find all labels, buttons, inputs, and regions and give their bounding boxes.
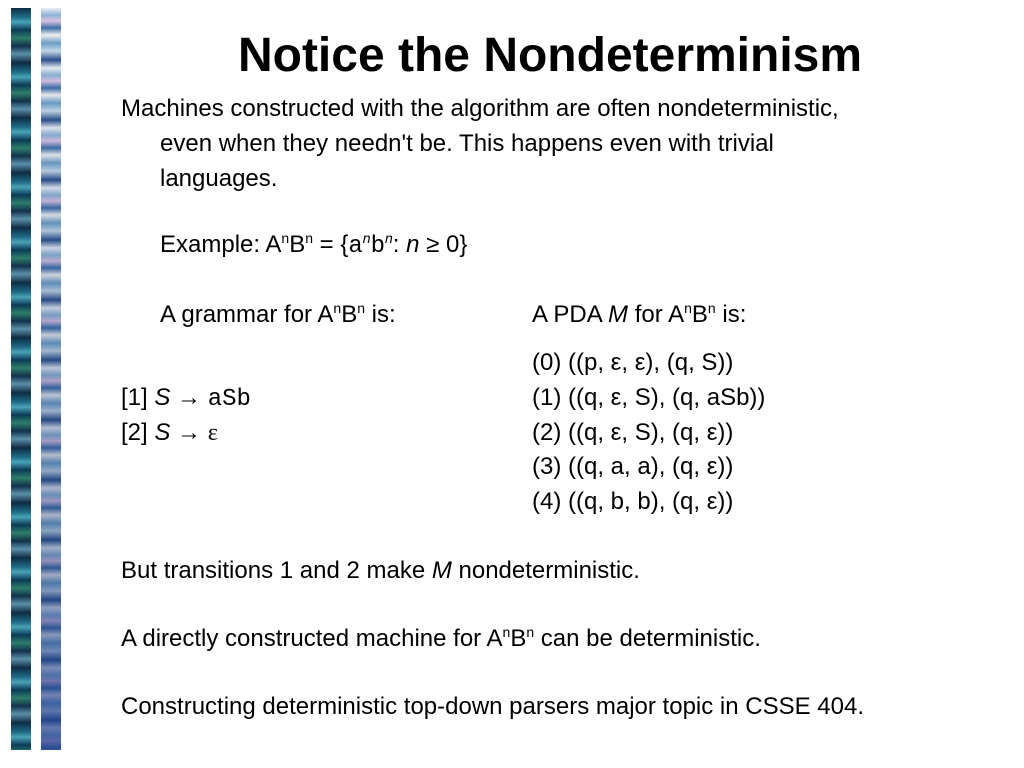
rule-lhs: S	[154, 384, 171, 411]
note-1	[121, 556, 640, 586]
rule-arrow: →	[170, 384, 208, 411]
grammar-heading: A grammar for $A^nB^n$ is:	[160, 300, 396, 328]
transition-2: (2) ((q, ε, S), (q, ε))	[532, 419, 734, 446]
grammar-rule-1	[121, 383, 251, 415]
superscript: n	[385, 230, 393, 246]
rule-label: [2]	[121, 419, 155, 446]
note-1-m: M	[431, 557, 452, 584]
example-label: Example: A	[160, 231, 282, 258]
superscript: n	[357, 300, 365, 316]
slide-title: Notice the Nondeterminism	[237, 29, 863, 82]
pda-heading-pre: A PDA	[532, 301, 609, 328]
pda-heading-m: M	[608, 301, 629, 328]
pda-heading-post: is:	[715, 301, 747, 328]
note-2-post: can be deterministic.	[534, 625, 761, 652]
note-2: A directly constructed machine for $A^nB^n$ can be deterministic.	[121, 624, 761, 652]
pda-heading: A PDA M for $A^nB^n$ is:	[532, 300, 747, 328]
decorative-strip-left	[11, 8, 31, 750]
superscript: n	[305, 230, 314, 246]
decorative-strip-shade	[41, 8, 61, 750]
symbol-b: b	[370, 233, 385, 260]
pda-heading-mid: for A	[628, 301, 685, 328]
transition-3: (3) ((q, a, a), (q, ε))	[532, 453, 734, 480]
grammar-heading-post: is:	[365, 301, 396, 328]
example-n: n	[406, 231, 420, 258]
superscript: n	[707, 300, 716, 316]
example-geq: ≥ 0}	[419, 231, 468, 258]
rule-rhs: aSb	[207, 386, 251, 413]
example-colon: :	[392, 231, 407, 258]
example-eq: = {	[313, 231, 349, 258]
superscript: n	[502, 624, 511, 640]
transition-1: (1) ((q, ε, S), (q, aSb))	[532, 384, 766, 411]
superscript: n	[684, 300, 692, 316]
intro-line-1: Machines constructed with the algorithm are often nondeterministic,	[121, 95, 839, 122]
intro-line-2: even when they needn't be. This happens even with trivial	[160, 130, 774, 157]
rule-rhs: ε	[207, 420, 218, 446]
rule-lhs: S	[154, 419, 171, 446]
note-2-pre: A directly constructed machine for A	[121, 625, 503, 652]
transition-4: (4) ((q, b, b), (q, ε))	[532, 488, 734, 515]
superscript: n	[526, 624, 535, 640]
rule-arrow: →	[170, 419, 208, 446]
rule-label: [1]	[121, 384, 155, 411]
symbol-a: a	[348, 233, 363, 260]
superscript: n	[333, 300, 342, 316]
grammar-rule-2	[121, 418, 218, 448]
note-1-post: nondeterministic.	[451, 557, 640, 584]
intro-line-3: languages.	[160, 165, 278, 192]
transition-0: (0) ((p, ε, ε), (q, S))	[532, 349, 734, 376]
note-3: Constructing deterministic top-down parsers major topic in CSSE 404.	[121, 693, 864, 720]
grammar-heading-pre: A grammar for A	[160, 301, 334, 328]
superscript: n	[281, 230, 290, 246]
superscript: n	[362, 230, 371, 246]
note-1-pre: But transitions 1 and 2 make	[121, 557, 432, 584]
example-line: Example: $A^nB^n = \{a^nb^n$: n ≥ 0}	[160, 230, 468, 260]
